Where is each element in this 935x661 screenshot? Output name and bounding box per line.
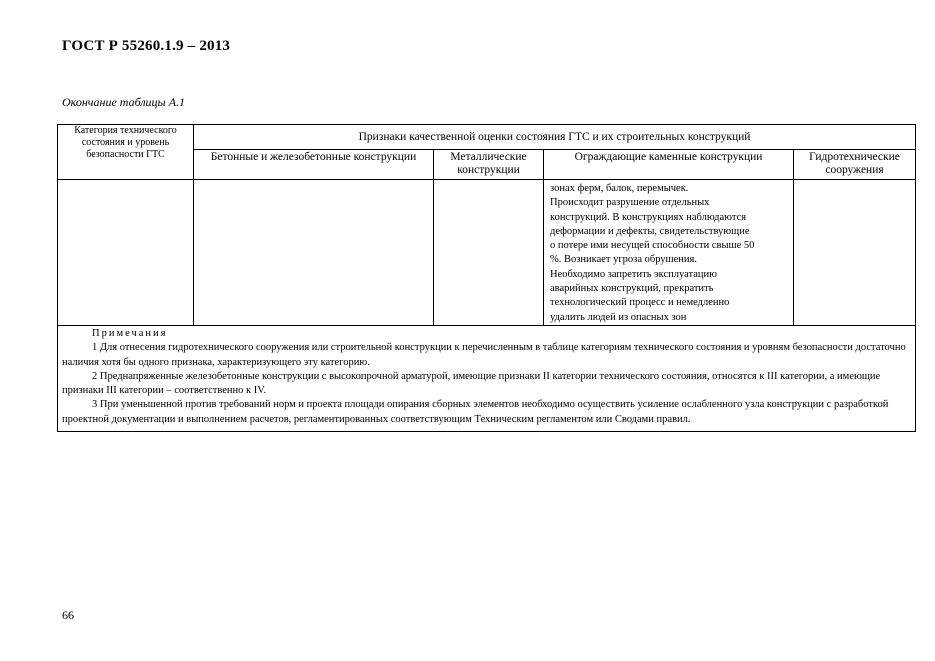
category-cell xyxy=(58,180,194,326)
column-header-hydraulic: Гидротехнические сооружения xyxy=(794,150,916,180)
table-caption: Окончание таблицы А.1 xyxy=(62,95,186,109)
masonry-line: удалить людей из опасных зон xyxy=(550,311,687,323)
notes-title: Примечания xyxy=(92,327,168,339)
table-row xyxy=(58,180,916,326)
masonry-cell xyxy=(544,180,794,326)
page-number: 66 xyxy=(62,608,74,622)
masonry-line: зонах ферм, балок, перемычек. xyxy=(550,183,689,194)
hydraulic-cell xyxy=(794,180,916,326)
assessment-table xyxy=(57,124,916,432)
column-header-metal: Металлические конструкции xyxy=(434,150,544,180)
note-item: 3 При уменьшенной против требований норм и проекта площади опирания сборных элементов необходимо осуществить усиление ослабленного узла конструкции с разработкой проектной документации и выполнением расчетов, регламентированных соответствующим Техническим регламентом или Сводами правил. xyxy=(62,399,889,425)
masonry-line: деформации и дефекты, свидетельствующие xyxy=(550,225,750,237)
masonry-line: Происходит разрушение отдельных xyxy=(550,197,710,209)
notes-cell xyxy=(58,325,916,431)
masonry-line: аварийных конструкций, прекратить xyxy=(550,283,714,295)
note-item: 2 Преднапряженные железобетонные конструкции с высокопрочной арматурой, имеющие признаки II категории технического состояния, относятся к III категории, а имеющие признаки III категории – соответственно к IV. xyxy=(62,370,881,397)
category-header: Категория технического состояния и уровень безопасности ГТС xyxy=(58,125,194,180)
notes-row xyxy=(58,325,916,431)
masonry-line: %. Возникает угроза обрушения. xyxy=(550,254,697,266)
note-item: 1 Для отнесения гидротехнического сооружения или строительной конструкции к перечисленным в таблице категориям технического состояния и уровням безопасности достаточно наличия хотя бы одного признака, характеризующего эту категорию. xyxy=(62,342,906,368)
masonry-line: Необходимо запретить эксплуатацию xyxy=(550,268,717,280)
masonry-line: конструкций. В конструкциях наблюдаются xyxy=(550,211,747,223)
concrete-cell xyxy=(194,180,434,326)
metal-cell xyxy=(434,180,544,326)
document-code: ГОСТ Р 55260.1.9 – 2013 xyxy=(62,38,231,54)
masonry-line: о потере ими несущей способности свыше 50 xyxy=(550,240,755,252)
table-header-row-1 xyxy=(58,125,916,150)
group-header: Признаки качественной оценки состояния ГТС и их строительных конструкций xyxy=(194,125,916,150)
masonry-line: технологический процесс и немедленно xyxy=(550,297,730,309)
column-header-masonry: Ограждающие каменные конструкции xyxy=(544,150,794,180)
column-header-concrete: Бетонные и железобетонные конструкции xyxy=(194,150,434,180)
